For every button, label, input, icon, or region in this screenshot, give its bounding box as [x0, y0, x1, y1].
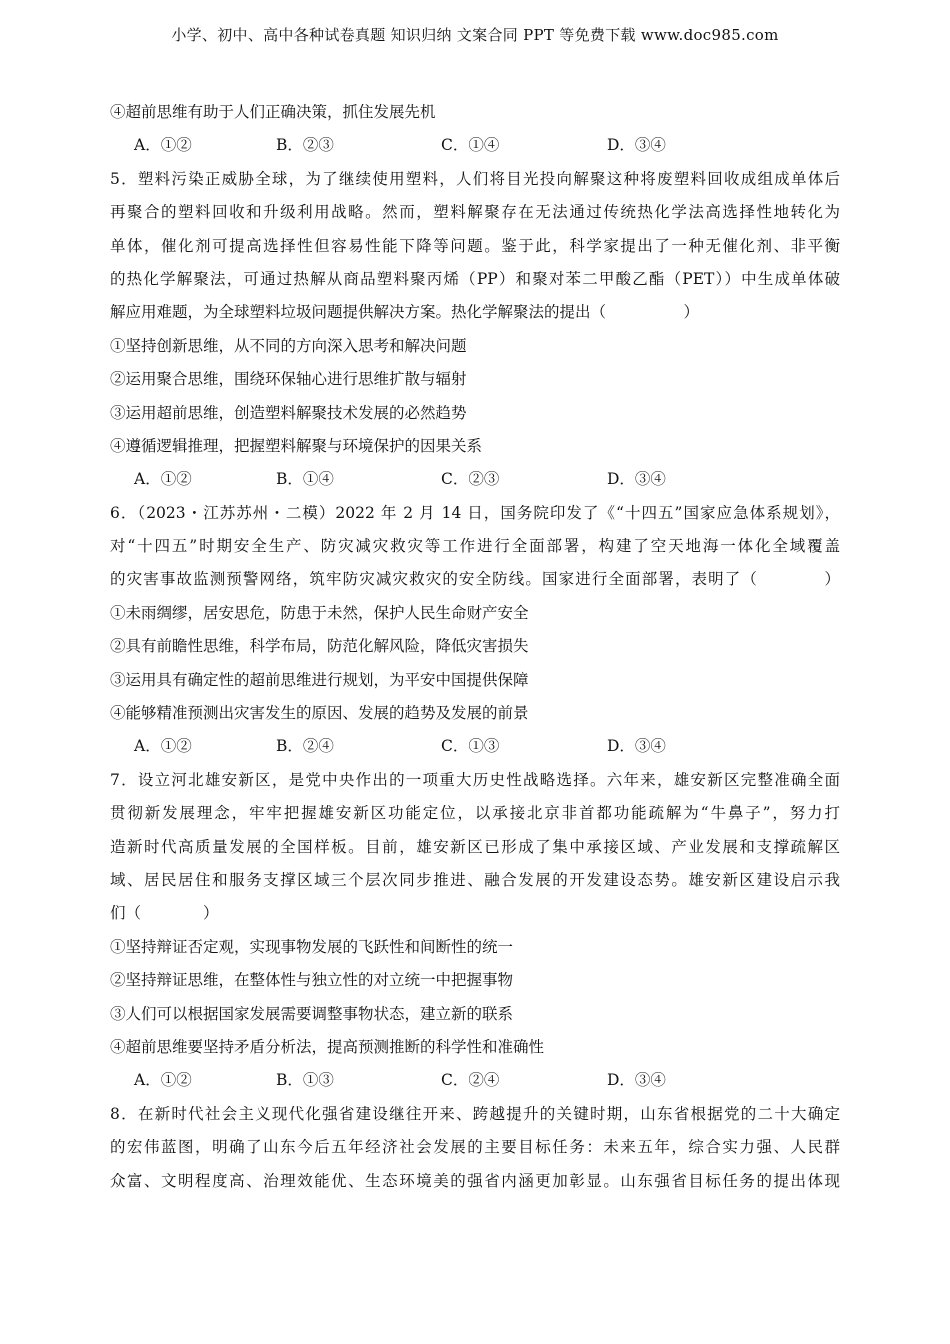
option-a[interactable]: A．①② — [134, 136, 192, 155]
question-stem-line: 的热化学解聚法，可通过热解从商品塑料聚丙烯（PP）和聚对苯二甲酸乙酯（PET））中生成单体破 — [110, 269, 840, 288]
statement: ①坚持创新思维，从不同的方向深入思考和解决问题 — [110, 336, 467, 355]
option-c[interactable]: C．②③ — [441, 470, 500, 489]
option-b[interactable]: B．②④ — [276, 737, 334, 756]
option-c[interactable]: C．①③ — [441, 737, 500, 756]
question-stem-line: 再聚合的塑料回收和升级利用战略。然而，塑料解聚存在无法通过传统热化学法高选择性地转化为 — [110, 203, 840, 222]
statement: ④遵循逻辑推理，把握塑料解聚与环境保护的因果关系 — [110, 436, 483, 455]
statement: ①未雨绸缪，居安思危，防患于未然，保护人民生命财产安全 — [110, 603, 529, 622]
option-a[interactable]: A．①② — [134, 1071, 192, 1090]
question-stem-line: 对“十四五”时期安全生产、防灾减灾救灾等工作进行全面部署，构建了空天地海一体化全域覆盖 — [110, 537, 840, 556]
option-a[interactable]: A．①② — [134, 737, 192, 756]
question-stem-line: 的灾害事故监测预警网络，筑牢防灾减灾救灾的安全防线。国家进行全面部署，表明了（ ） — [110, 570, 840, 589]
option-b[interactable]: B．①④ — [276, 470, 334, 489]
option-d[interactable]: D．③④ — [607, 470, 666, 489]
option-c[interactable]: C．②④ — [441, 1071, 500, 1090]
option-b[interactable]: B．①③ — [276, 1071, 334, 1090]
question-stem-line: 的宏伟蓝图，明确了山东今后五年经济社会发展的主要目标任务：未来五年，综合实力强、人民群 — [110, 1138, 840, 1157]
statement: ②具有前瞻性思维，科学布局，防范化解风险，降低灾害损失 — [110, 637, 529, 656]
option-d[interactable]: D．③④ — [607, 136, 666, 155]
question-stem-line: 6．（2023・江苏苏州・二模）2022 年 2 月 14 日，国务院印发了《“十四五”国家应急体系规划》， — [110, 503, 840, 522]
question-stem-line: 众富、文明程度高、治理效能优、生态环境美的强省内涵更加彰显。山东强省目标任务的提出体现 — [110, 1171, 840, 1190]
question-stem-line: 贯彻新发展理念，牢牢把握雄安新区功能定位，以承接北京非首都功能疏解为“牛鼻子”，努力打 — [110, 804, 840, 823]
question-stem-line: 们（ ） — [110, 904, 219, 923]
option-a[interactable]: A．①② — [134, 470, 192, 489]
question-stem-line: 单体，催化剂可提高选择性但容易性能下降等问题。鉴于此，科学家提出了一种无催化剂、非平衡 — [110, 236, 840, 255]
option-d[interactable]: D．③④ — [607, 737, 666, 756]
question-stem-line: 造新时代高质量发展的全国样板。目前，雄安新区已形成了集中承接区域、产业发展和支撑疏解区 — [110, 837, 840, 856]
option-b[interactable]: B．②③ — [276, 136, 334, 155]
question-stem-line: 7．设立河北雄安新区，是党中央作出的一项重大历史性战略选择。六年来，雄安新区完整准确全面 — [110, 770, 840, 789]
statement: ②运用聚合思维，围绕环保轴心进行思维扩散与辐射 — [110, 370, 467, 389]
answer-options — [110, 730, 840, 763]
question-stem-line: 解应用难题，为全球塑料垃圾问题提供解决方案。热化学解聚法的提出（ ） — [110, 303, 700, 322]
question-8 — [110, 1098, 840, 1198]
statement: ①坚持辩证否定观，实现事物发展的飞跃性和间断性的统一 — [110, 937, 514, 956]
statement: ②坚持辩证思维，在整体性与独立性的对立统一中把握事物 — [110, 971, 514, 990]
answer-options — [110, 1064, 840, 1097]
question-stem-line: 5．塑料污染正威胁全球，为了继续使用塑料，人们将目光投向解聚这种将废塑料回收成组成单体后 — [110, 169, 840, 188]
answer-options — [110, 463, 840, 496]
statement: ③运用具有确定性的超前思维进行规划，为平安中国提供保障 — [110, 670, 529, 689]
answer-options — [110, 129, 840, 162]
question-7 — [110, 764, 840, 1098]
statement: ④超前思维要坚持矛盾分析法，提高预测推断的科学性和准确性 — [110, 1037, 545, 1056]
option-c[interactable]: C．①④ — [441, 136, 500, 155]
question-5 — [110, 163, 840, 497]
question-stem-line: 域、居民居住和服务支撑区域三个层次同步推进、融合发展的开发建设态势。雄安新区建设启示我 — [110, 870, 840, 889]
statement: ④能够精准预测出灾害发生的原因、发展的趋势及发展的前景 — [110, 704, 529, 723]
question-stem-line: 8．在新时代社会主义现代化强省建设继往开来、跨越提升的关键时期，山东省根据党的二十大确定 — [110, 1104, 840, 1123]
statement: ③运用超前思维，创造塑料解聚技术发展的必然趋势 — [110, 403, 467, 422]
statement: ③人们可以根据国家发展需要调整事物状态，建立新的联系 — [110, 1004, 514, 1023]
option-d[interactable]: D．③④ — [607, 1071, 666, 1090]
page-header: 小学、初中、高中各种试卷真题 知识归纳 文案合同 PPT 等免费下载 www.doc985.com — [171, 26, 779, 44]
statement: ④超前思维有助于人们正确决策，抓住发展先机 — [110, 103, 436, 121]
question-content — [110, 96, 840, 1198]
question-6 — [110, 497, 840, 764]
